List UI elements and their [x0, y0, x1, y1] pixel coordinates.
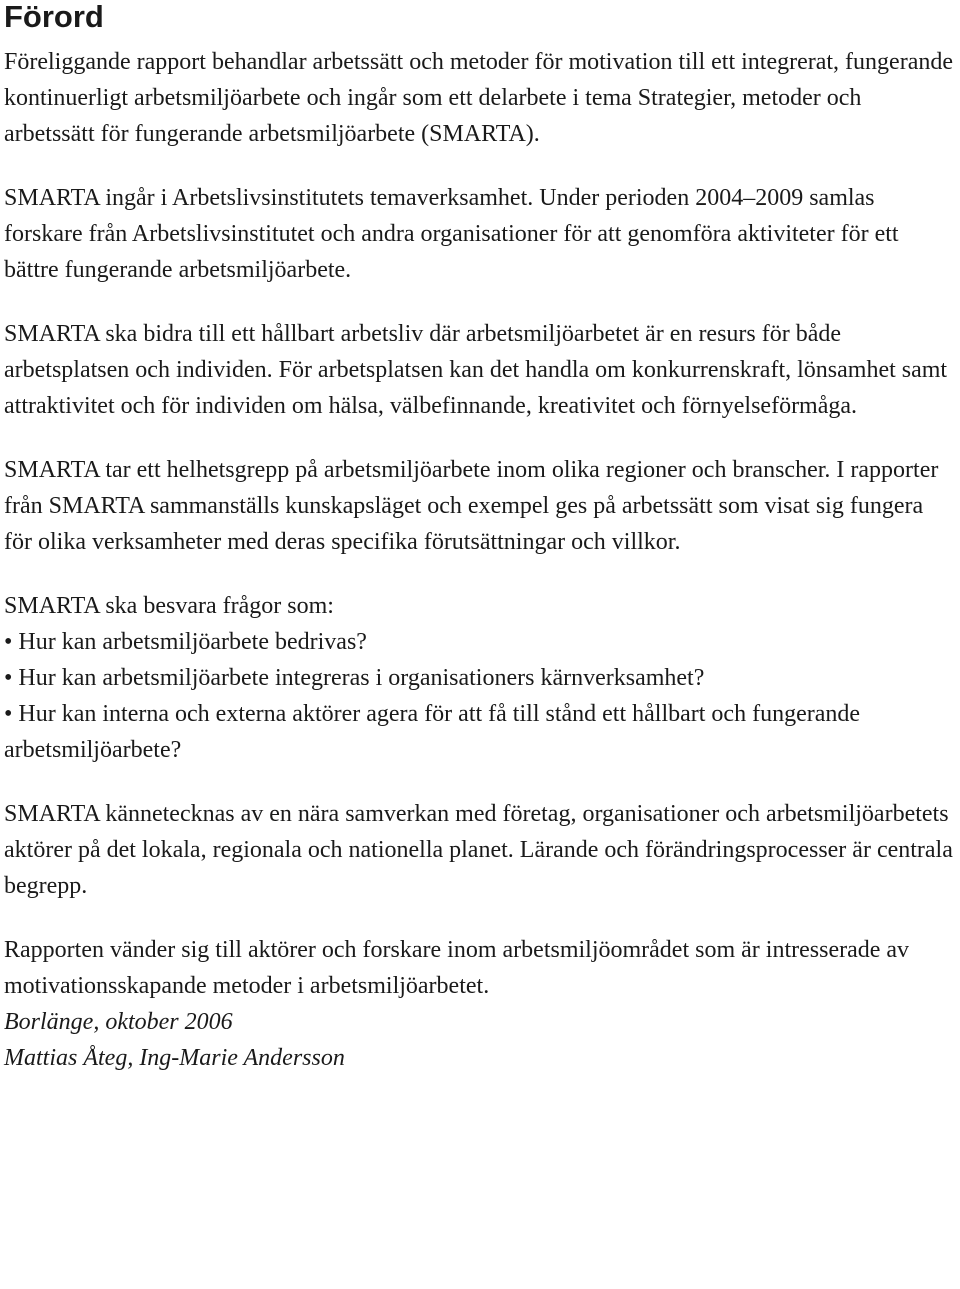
paragraph-samverkan: SMARTA kännetecknas av en nära samverkan med företag, organisationer och arbetsmiljöarbetets aktörer på det lokala, regionala och nationella planet. Lärande och förändringsprocesser är centrala begrepp.	[4, 801, 953, 899]
paragraph-intro: Föreliggande rapport behandlar arbetssätt och metoder för motivation till ett integrerat, fungerande kontinuerligt arbetsmiljöarbete och ingår som ett delarbete i tema Strategier, metoder och arbetssätt för fungerande arbetsmiljöarbete (SMARTA).	[4, 49, 953, 147]
bullet-icon: •	[4, 629, 13, 655]
paragraph-helhetsgrepp: SMARTA tar ett helhetsgrepp på arbetsmiljöarbete inom olika regioner och branscher. I rapporter från SMARTA sammanställs kunskapsläget och exempel ges på arbetssätt som visat sig fungera för olika verksamheter med deras specifika förutsättningar och villkor.	[4, 457, 939, 555]
list-item	[4, 624, 956, 660]
authors: Mattias Åteg, Ing-Marie Andersson	[4, 1045, 345, 1071]
paragraph-malgrupp: Rapporten vänder sig till aktörer och forskare inom arbetsmiljöområdet som är intresserade av motivationsskapande metoder i arbetsmiljöarbetet.	[4, 937, 910, 999]
place-date: Borlänge, oktober 2006	[4, 1009, 233, 1035]
question-text: Hur kan interna och externa aktörer agera för att få till stånd ett hållbart och fungerande arbetsmiljöarbete?	[4, 701, 861, 763]
list-item	[4, 660, 956, 696]
document-page	[4, 0, 956, 1076]
list-item	[4, 696, 956, 768]
question-text: Hur kan arbetsmiljöarbete integreras i organisationers kärnverksamhet?	[18, 665, 705, 691]
bullet-icon: •	[4, 665, 13, 691]
questions-list	[4, 624, 956, 768]
question-text: Hur kan arbetsmiljöarbete bedrivas?	[18, 629, 367, 655]
bullet-icon: •	[4, 701, 13, 727]
paragraph-hallbart-arbetsliv: SMARTA ska bidra till ett hållbart arbetsliv där arbetsmiljöarbetet är en resurs för både arbetsplatsen och individen. För arbetsplatsen kan det handla om konkurrenskraft, lönsamhet samt attraktivitet och för individen om hälsa, välbefinnande, kreativitet och förnyelseförmåga.	[4, 321, 948, 419]
paragraph-temaverksamhet: SMARTA ingår i Arbetslivsinstitutets temaverksamhet. Under perioden 2004–2009 samlas forskare från Arbetslivsinstitutet och andra organisationer för att genomföra aktiviteter för ett bättre fungerande arbetsmiljöarbete.	[4, 185, 899, 283]
questions-intro: SMARTA ska besvara frågor som:	[4, 593, 334, 619]
page-title: Förord	[4, 0, 104, 34]
